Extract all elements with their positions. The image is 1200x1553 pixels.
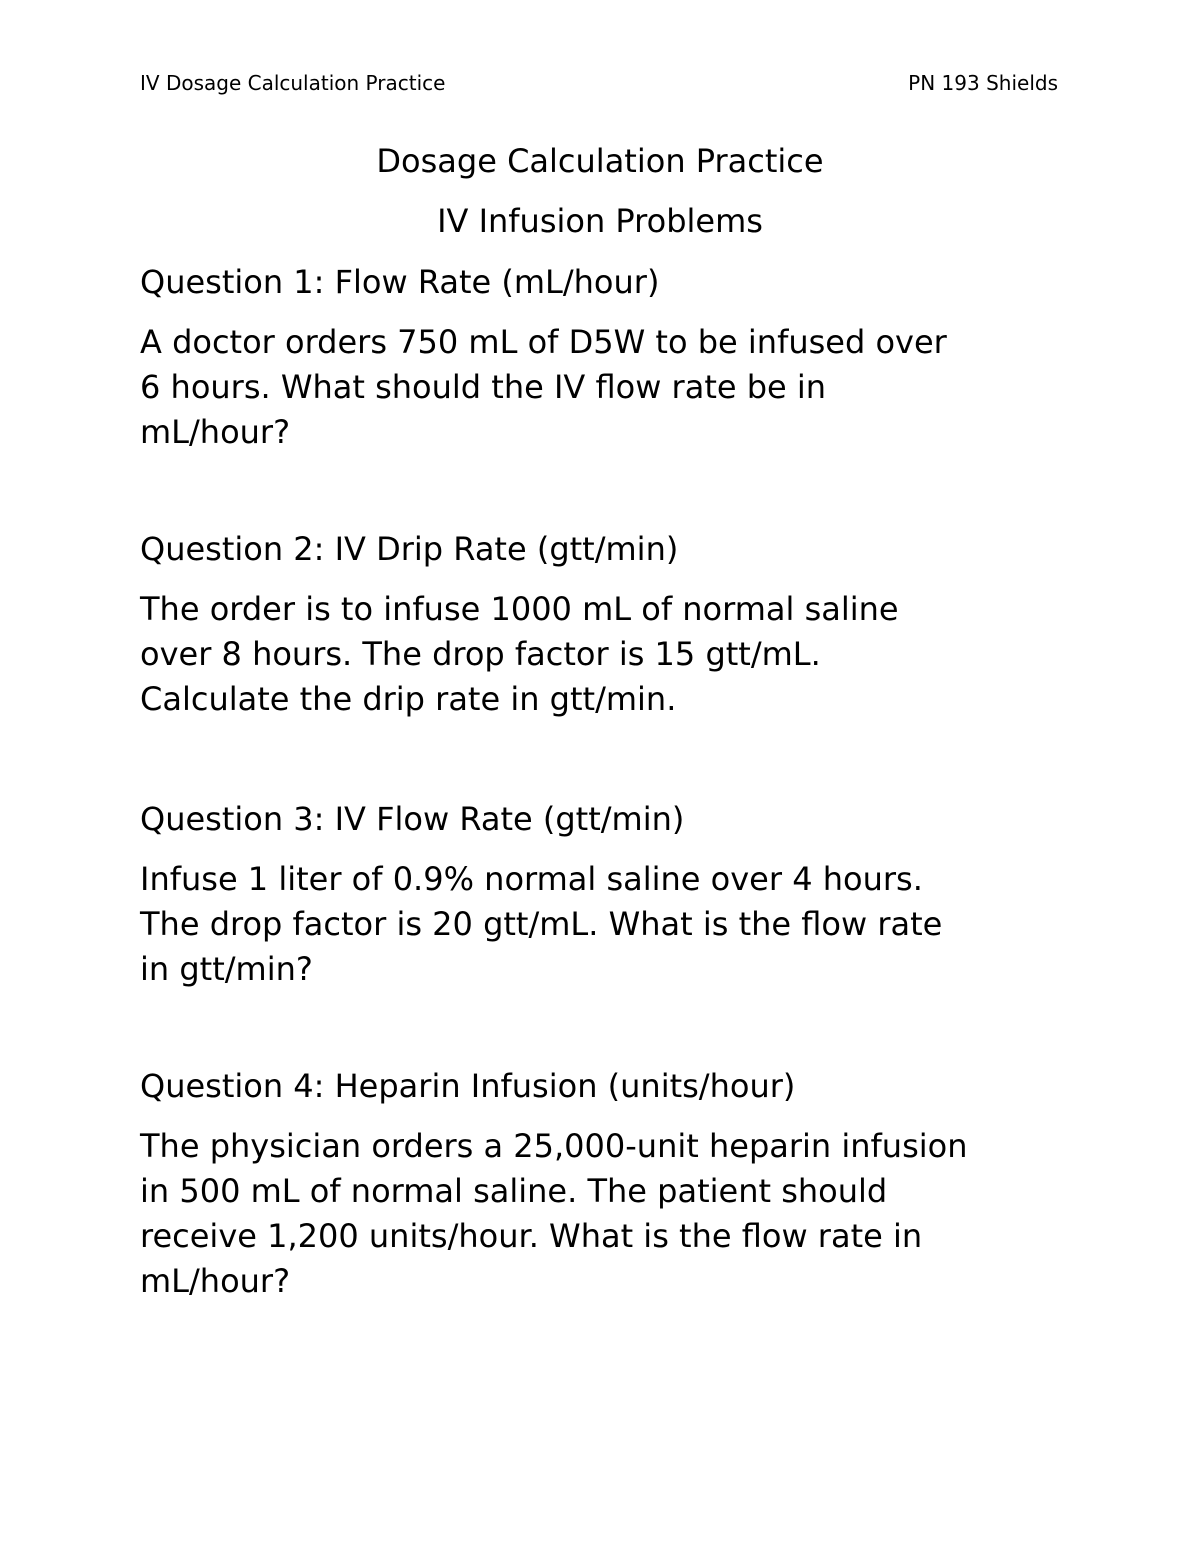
question-2 bbox=[140, 529, 1070, 722]
page-title: Dosage Calculation Practice bbox=[376, 142, 824, 180]
question-4-heading: Question 4: Heparin Infusion (units/hour) bbox=[140, 1067, 796, 1105]
question-1-body: A doctor orders 750 mL of D5W to be infused over 6 hours. What should the IV flow rate be in mL/hour? bbox=[140, 323, 947, 451]
question-4 bbox=[140, 1066, 1070, 1304]
question-1 bbox=[140, 262, 1070, 455]
question-2-body: The order is to infuse 1000 mL of normal saline over 8 hours. The drop factor is 15 gtt/mL. Calculate the drip rate in gtt/min. bbox=[140, 590, 899, 718]
question-2-heading: Question 2: IV Drip Rate (gtt/min) bbox=[140, 530, 679, 568]
question-3-heading: Question 3: IV Flow Rate (gtt/min) bbox=[140, 800, 685, 838]
header-right-text: PN 193 Shields bbox=[908, 71, 1058, 95]
header-left-text: IV Dosage Calculation Practice bbox=[140, 71, 446, 95]
page-subtitle: IV Infusion Problems bbox=[437, 202, 763, 240]
question-3-body: Infuse 1 liter of 0.9% normal saline over 4 hours. The drop factor is 20 gtt/mL. What is the flow rate in gtt/min? bbox=[140, 860, 943, 988]
question-4-body: The physician orders a 25,000-unit heparin infusion in 500 mL of normal saline. The patient should receive 1,200 units/hour. What is the flow rate in mL/hour? bbox=[140, 1127, 968, 1300]
question-1-heading: Question 1: Flow Rate (mL/hour) bbox=[140, 263, 660, 301]
question-3 bbox=[140, 799, 1070, 992]
